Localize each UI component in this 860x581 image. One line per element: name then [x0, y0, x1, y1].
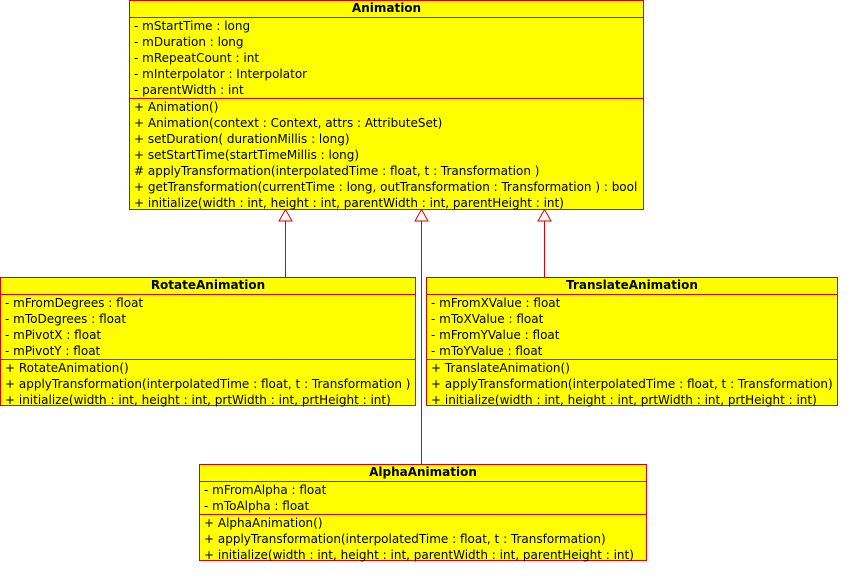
- method-row: + TranslateAnimation(): [431, 361, 570, 375]
- attribute-row: - mFromAlpha : float: [204, 483, 327, 497]
- class-name: AlphaAnimation: [200, 465, 646, 482]
- class-name: Animation: [130, 1, 643, 18]
- attribute-row: - mStartTime : long: [134, 19, 251, 33]
- attribute-row: - parentWidth : int: [134, 83, 244, 97]
- class-alpha-animation[interactable]: [199, 464, 647, 561]
- class-animation[interactable]: [129, 0, 644, 210]
- attributes-section: [427, 295, 837, 360]
- methods-section: [200, 515, 646, 563]
- attribute-row: - mFromXValue : float: [431, 296, 561, 310]
- methods-section: [1, 360, 415, 408]
- methods-section: [130, 99, 643, 211]
- method-row: + setDuration( durationMillis : long): [134, 132, 350, 146]
- attribute-row: - mToDegrees : float: [5, 312, 127, 326]
- method-row: + AlphaAnimation(): [204, 516, 323, 530]
- method-row: + setStartTime(startTimeMillis : long): [134, 148, 360, 162]
- methods-section: [427, 360, 837, 408]
- generalization-arrow-icon: [279, 210, 292, 222]
- method-row: + applyTransformation(interpolatedTime : float, t : Transformation ): [5, 377, 411, 391]
- attribute-row: - mToAlpha : float: [204, 499, 310, 513]
- method-row: + initialize(width : int, height : int, parentWidth : int, parentHeight : int): [134, 196, 564, 210]
- method-row: + applyTransformation(interpolatedTime : float, t : Transformation): [431, 377, 833, 391]
- method-row: + initialize(width : int, height : int, prtWidth : int, prtHeight : int): [5, 393, 391, 407]
- edge-rotate-to-animation: [279, 210, 292, 278]
- attribute-row: - mInterpolator : Interpolator: [134, 67, 308, 81]
- attribute-row: - mToYValue : float: [431, 344, 543, 358]
- attribute-row: - mFromDegrees : float: [5, 296, 144, 310]
- attribute-row: - mFromYValue : float: [431, 328, 560, 342]
- method-row: + RotateAnimation(): [5, 361, 129, 375]
- attribute-row: - mToXValue : float: [431, 312, 544, 326]
- attributes-section: [1, 295, 415, 360]
- attribute-row: - mDuration : long: [134, 35, 244, 49]
- generalization-arrow-icon: [538, 210, 551, 222]
- attributes-section: [200, 482, 646, 515]
- edge-translate-to-animation: [538, 210, 551, 278]
- attribute-row: - mPivotY : float: [5, 344, 101, 358]
- method-row: + initialize(width : int, height : int, parentWidth : int, parentHeight : int): [204, 548, 634, 562]
- method-row: + Animation(): [134, 100, 219, 114]
- attributes-section: [130, 18, 643, 99]
- method-row: + initialize(width : int, height : int, prtWidth : int, prtHeight : int): [431, 393, 817, 407]
- method-row: + getTransformation(currentTime : long, outTransformation : Transformation ) : bool: [134, 180, 638, 194]
- attribute-row: - mPivotX : float: [5, 328, 102, 342]
- attribute-row: - mRepeatCount : int: [134, 51, 260, 65]
- class-rotate-animation[interactable]: [0, 277, 416, 406]
- method-row: # applyTransformation(interpolatedTime : float, t : Transformation ): [134, 164, 540, 178]
- generalization-arrow-icon: [415, 210, 428, 222]
- class-name: RotateAnimation: [1, 278, 415, 295]
- class-name: TranslateAnimation: [427, 278, 837, 295]
- method-row: + applyTransformation(interpolatedTime : float, t : Transformation): [204, 532, 606, 546]
- method-row: + Animation(context : Context, attrs : AttributeSet): [134, 116, 443, 130]
- class-translate-animation[interactable]: [426, 277, 838, 406]
